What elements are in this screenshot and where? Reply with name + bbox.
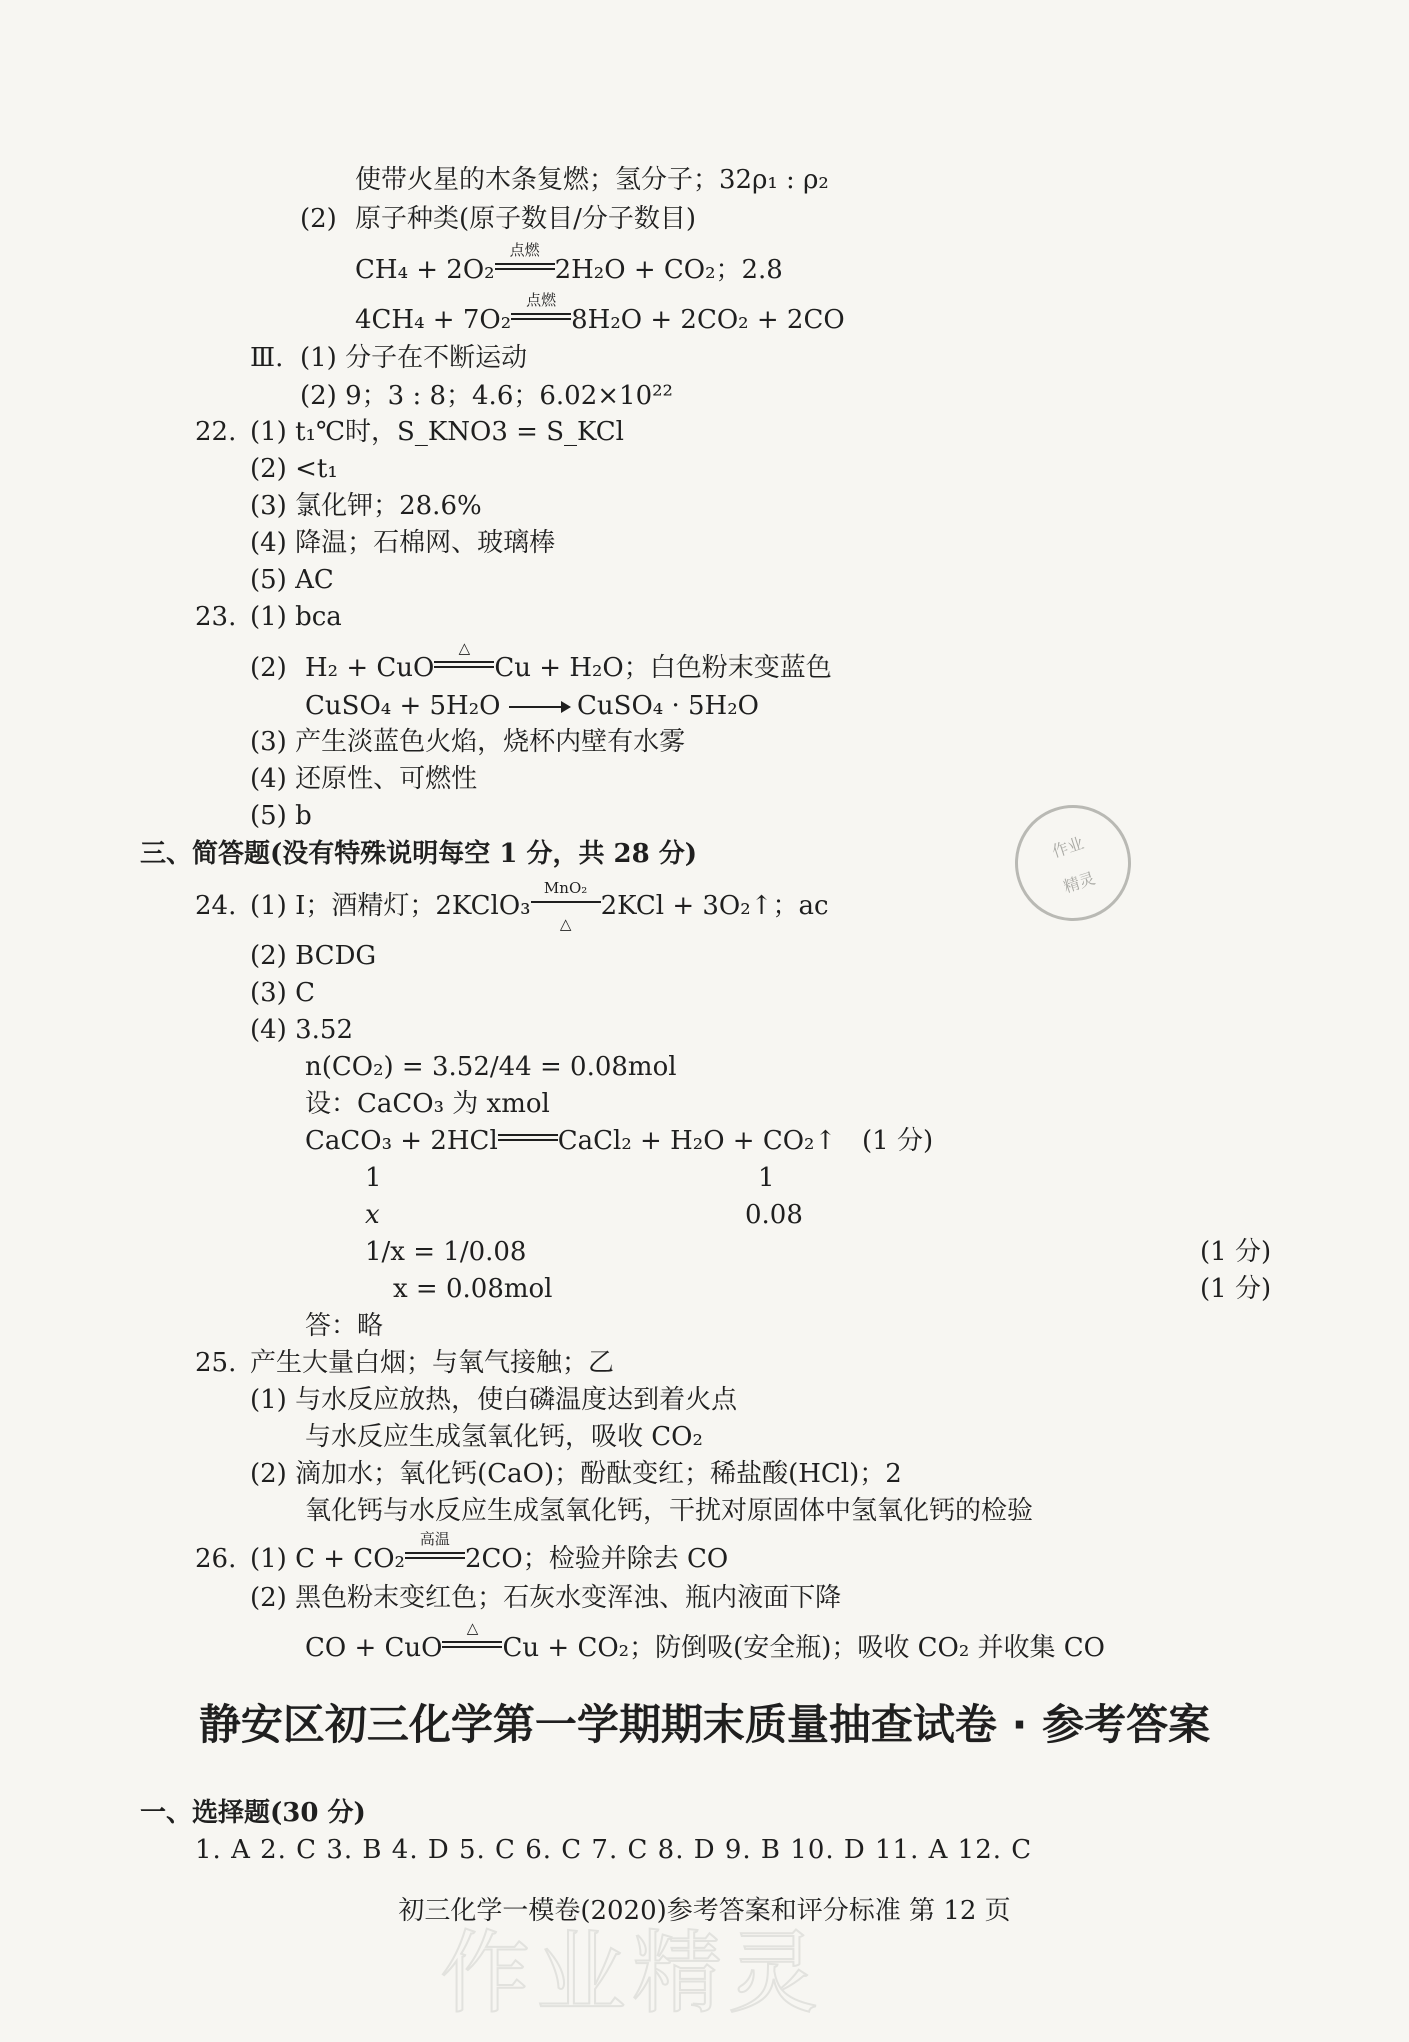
- answer-line: (1) 分子在不断运动: [300, 343, 528, 373]
- stamp-text: 作业: [1049, 833, 1087, 862]
- answer-line: (5) AC: [250, 565, 334, 595]
- condition-label: 点燃: [509, 241, 540, 259]
- equation-right: CaCl₂ + H₂O + CO₂↑: [557, 1126, 837, 1156]
- condition-label: △: [458, 639, 471, 657]
- question-number: 22.: [195, 417, 237, 447]
- answer-line: (4) 还原性、可燃性: [250, 764, 478, 794]
- answer-line: 产生大量白烟；与氧气接触；乙: [250, 1348, 615, 1378]
- answer-line: 答：略: [305, 1311, 384, 1341]
- ratio-value: 0.08: [745, 1200, 803, 1230]
- reaction-condition: [531, 879, 601, 933]
- condition-label: △: [559, 915, 572, 933]
- equation-left: CO + CuO: [305, 1633, 443, 1663]
- answer-line: (4) 降温；石棉网、玻璃棒: [250, 528, 556, 558]
- equation-line: [250, 1530, 729, 1577]
- answer-line: (2) 滴加水；氧化钙(CaO)；酚酞变红；稀盐酸(HCl)；2: [250, 1459, 902, 1489]
- answer-line: (3) 氯化钾；28.6%: [250, 491, 482, 521]
- answer-line: 与水反应生成氢氧化钙，吸收 CO₂: [305, 1422, 703, 1452]
- question-number: 24.: [195, 891, 237, 921]
- answer-line: (2) BCDG: [250, 941, 377, 971]
- equation-line: [250, 879, 829, 933]
- answer-line: 使带火星的木条复燃；氢分子；32ρ₁ : ρ₂: [355, 165, 829, 195]
- question-number: 25.: [195, 1348, 237, 1378]
- arrow-icon: [509, 706, 569, 708]
- reaction-condition: [498, 1134, 558, 1149]
- answer-line: (2) 9；3 : 8；4.6；6.02×10²²: [300, 381, 673, 411]
- page-title: 静安区初三化学第一学期期末质量抽查试卷 · 参考答案: [198, 1700, 1211, 1749]
- ratio-value: x: [365, 1200, 380, 1230]
- equation-left: (1) I；酒精灯；2KClO₃: [250, 891, 531, 921]
- equation-left: CuSO₄ + 5H₂O: [305, 691, 501, 721]
- equation-left: 4CH₄ + 7O₂: [355, 305, 512, 335]
- equation-left: (1) C + CO₂: [250, 1544, 405, 1574]
- reaction-condition: [405, 1530, 465, 1567]
- answer-line: (2) <t₁: [250, 454, 338, 484]
- equation-line: [355, 241, 783, 288]
- reaction-condition: [495, 241, 555, 278]
- condition-label: △: [466, 1619, 479, 1637]
- seal-stamp: [1000, 790, 1146, 936]
- part-label: Ⅲ.: [250, 343, 284, 373]
- score-label: (1 分): [1200, 1274, 1272, 1304]
- answer-line: (3) 产生淡蓝色火焰，烧杯内壁有水雾: [250, 727, 686, 757]
- equation-line: [355, 291, 845, 338]
- question-number: 23.: [195, 602, 237, 632]
- equation-left: CaCO₃ + 2HCl: [305, 1126, 498, 1156]
- calc-line: n(CO₂) = 3.52/44 = 0.08mol: [305, 1052, 677, 1082]
- answer-line: (1) bca: [250, 602, 342, 632]
- choice-answers: 1. A 2. C 3. B 4. D 5. C 6. C 7. C 8. D 9. B 10. D 11. A 12. C: [195, 1835, 1033, 1865]
- calc-line: 设：CaCO₃ 为 xmol: [305, 1089, 550, 1119]
- condition-label: MnO₂: [543, 879, 588, 897]
- equation-right: Cu + H₂O；白色粉末变蓝色: [494, 653, 832, 683]
- equation-left: H₂ + CuO: [305, 653, 435, 683]
- condition-label: 高温: [419, 1530, 450, 1548]
- ratio-value: 1: [365, 1163, 382, 1193]
- answer-line: 原子种类(原子数目/分子数目): [355, 204, 697, 234]
- equation-right: 2H₂O + CO₂；2.8: [554, 255, 783, 285]
- equation-line: [305, 1619, 1105, 1666]
- answer-line: (3) C: [250, 978, 315, 1008]
- sub-question-label: (2): [250, 653, 287, 683]
- reaction-condition: [434, 639, 494, 676]
- sub-question-label: (2): [300, 204, 337, 234]
- equation-right: Cu + CO₂；防倒吸(安全瓶)；吸收 CO₂ 并收集 CO: [502, 1633, 1105, 1663]
- equation-right: 2KCl + 3O₂↑；ac: [600, 891, 829, 921]
- answer-line: (4) 3.52: [250, 1015, 353, 1045]
- reaction-condition: [442, 1619, 502, 1656]
- answer-line: (2) 黑色粉末变红色；石灰水变浑浊、瓶内液面下降: [250, 1583, 842, 1613]
- equation-right: CuSO₄ · 5H₂O: [577, 691, 759, 721]
- equation-line: [305, 639, 832, 686]
- page-footer: 初三化学一模卷(2020)参考答案和评分标准 第 12 页: [398, 1896, 1011, 1926]
- ratio-value: 1: [758, 1163, 775, 1193]
- stamp-text: 精灵: [1061, 868, 1098, 897]
- score-label: (1 分): [1200, 1237, 1272, 1267]
- equation-line: [305, 688, 759, 724]
- calc-line: x = 0.08mol: [393, 1274, 553, 1304]
- condition-label: 点燃: [526, 291, 557, 309]
- answer-line: (1) t₁℃时，S_KNO3 = S_KCl: [250, 417, 624, 447]
- equation-right: 2CO；检验并除去 CO: [464, 1544, 729, 1574]
- reaction-condition: [511, 291, 571, 328]
- answer-line: (1) 与水反应放热，使白磷温度达到着火点: [250, 1385, 738, 1415]
- equation-left: CH₄ + 2O₂: [355, 255, 495, 285]
- equation-line: [305, 1123, 836, 1159]
- section-heading: 一、选择题(30 分): [140, 1798, 366, 1828]
- equation-right: 8H₂O + 2CO₂ + 2CO: [571, 305, 845, 335]
- score-label: (1 分): [862, 1126, 934, 1156]
- answer-line: 氧化钙与水反应生成氢氧化钙，干扰对原固体中氢氧化钙的检验: [305, 1496, 1034, 1526]
- section-heading: 三、简答题(没有特殊说明每空 1 分，共 28 分): [140, 839, 698, 869]
- question-number: 26.: [195, 1544, 237, 1574]
- watermark: 作业精灵: [440, 1921, 824, 2026]
- calc-line: 1/x = 1/0.08: [365, 1237, 527, 1267]
- answer-line: (5) b: [250, 801, 312, 831]
